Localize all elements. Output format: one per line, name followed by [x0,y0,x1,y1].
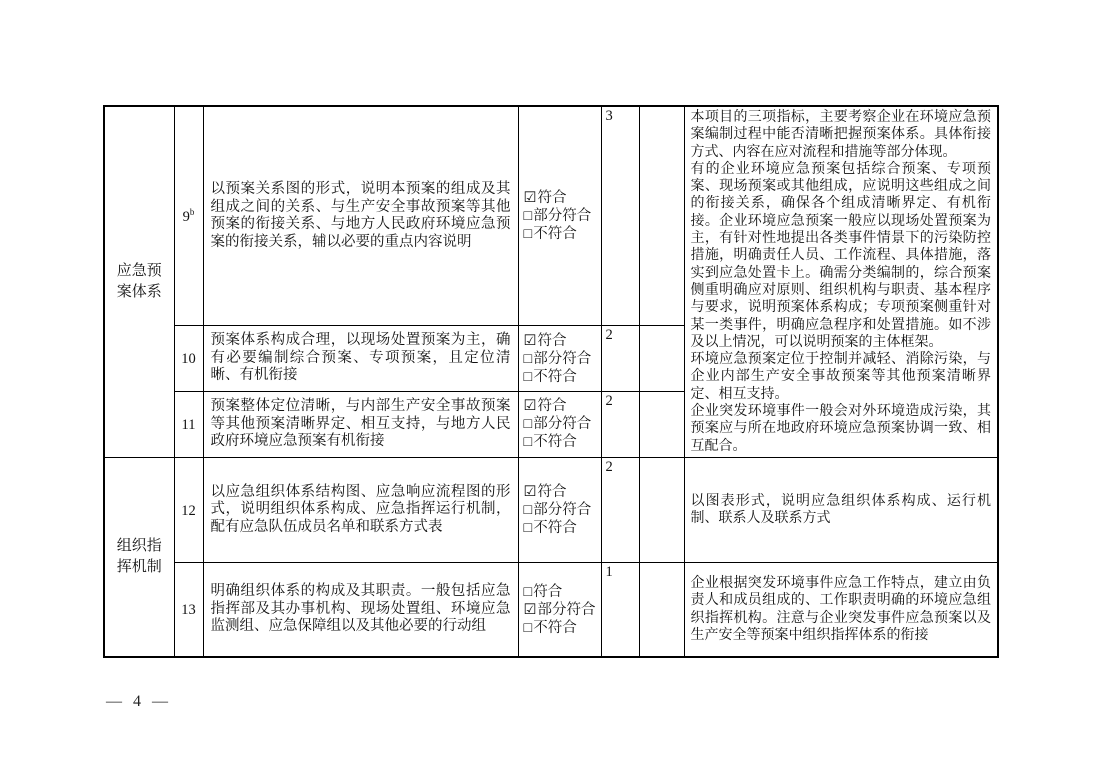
checkbox-unchecked-icon: □ [523,519,533,536]
row-number-cell [174,562,203,657]
checkbox-option [524,397,600,415]
checkbox-option [524,225,600,243]
checkbox-unchecked-icon: □ [523,501,533,518]
checkbox-checked-icon: ☑ [523,483,537,500]
criterion-description-cell [203,392,518,458]
checkbox-unchecked-icon: □ [523,226,533,243]
checkbox-option [524,368,600,386]
evaluation-table [103,105,999,658]
row-number: 10 [181,351,196,367]
compliance-options-cell [518,562,601,657]
category-cell-emergency-plan-system [104,106,174,457]
row-number: 9 [182,208,190,225]
score-value: 3 [605,108,613,124]
explanation-paragraph: 企业突发环境事件一般会对外环境造成污染，其预案应与所在地政府环境应急预案协调一致、相互配合。 [690,404,991,454]
row-number-cell [174,326,203,392]
checkbox-label: 不符合 [533,519,577,536]
checkbox-unchecked-icon: □ [523,350,533,367]
checkbox-unchecked-icon: □ [523,416,533,433]
checkbox-label: 符合 [533,583,563,600]
checkbox-label: 符合 [537,483,567,500]
checkbox-unchecked-icon: □ [523,619,533,636]
table-row [104,106,998,326]
checkbox-option [524,189,600,207]
empty-cell [639,457,684,562]
checkbox-checked-icon: ☑ [523,398,537,415]
row-number: 12 [181,502,196,519]
checkbox-checked-icon: ☑ [523,332,537,349]
category-cell-organization-command [104,457,174,657]
checkbox-label: 符合 [537,398,567,415]
checkbox-label: 不符合 [533,368,577,385]
checkbox-label: 部分符合 [533,208,592,225]
checkbox-label: 部分符合 [537,601,596,618]
score-value: 2 [605,327,613,344]
table-row [104,562,998,657]
score-value: 2 [605,393,613,410]
row-number-superscript: b [189,206,195,217]
table-row [104,457,998,562]
criterion-description: 明确组织体系的构成及其职责。一般包括应急指挥部及其办事机构、现场处置组、环境应急监测组、应急保障组以及其他必要的行动组 [210,583,511,635]
checkbox-option [524,483,600,501]
checkbox-option [524,207,600,225]
checkbox-label: 不符合 [533,434,577,451]
explanation-paragraph: 本项目的三项指标，主要考察企业在环境应急预案编制过程中能否清晰把握预案体系。具体衔接方式、内容在应对流程和措施等部分体现。 [690,110,991,160]
explanation-paragraph: 以图表形式，说明应急组织体系构成、运行机制、联系人及联系方式 [690,493,991,526]
score-value: 2 [605,458,613,475]
compliance-options-cell [518,457,601,562]
score-cell [601,106,639,326]
checkbox-option [524,519,600,537]
compliance-options-cell [518,326,601,392]
empty-cell [639,392,684,458]
explanation-paragraph: 企业根据突发环境事件应急工作特点，建立由负责人和成员组成的、工作职责明确的环境应急组织指挥机构。注意与企业突发事件应急预案以及生产安全等预案中组织指挥体系的衔接 [690,576,991,643]
checkbox-label: 符合 [537,190,567,207]
explanation-cell [684,106,998,457]
empty-cell [639,106,684,326]
criterion-description-cell [203,457,518,562]
checkbox-checked-icon: ☑ [523,601,537,618]
criterion-description-cell [203,562,518,657]
compliance-options-cell [518,392,601,458]
score-cell [601,392,639,458]
empty-cell [639,326,684,392]
score-value: 1 [605,563,613,580]
checkbox-unchecked-icon: □ [523,434,533,451]
row-number: 11 [181,416,196,433]
score-cell [601,562,639,657]
criterion-description: 以应急组织体系结构图、应急响应流程图的形式，说明组织体系构成、应急指挥运行机制，配有应急队伍成员名单和联系方式表 [210,483,511,535]
category-label: 组织指挥机制 [116,538,162,576]
explanation-cell [684,562,998,657]
criterion-description: 预案体系构成合理，以现场处置预案为主，确有必要编制综合预案、专项预案，且定位清晰、有机衔接 [210,332,511,384]
criterion-description-cell [203,326,518,392]
checkbox-label: 符合 [537,332,567,349]
page-number: — 4 — [106,693,168,710]
category-label: 应急预案体系 [116,262,162,300]
checkbox-label: 不符合 [533,619,577,636]
checkbox-option [524,332,600,350]
document-page-body [103,105,999,658]
criterion-description-cell [203,106,518,326]
checkbox-unchecked-icon: □ [523,208,533,225]
score-cell [601,326,639,392]
explanation-paragraph: 环境应急预案定位于控制并减轻、消除污染，与企业内部生产安全事故预案等其他预案清晰界定、相互支持。 [690,352,991,402]
checkbox-label: 不符合 [533,226,577,243]
checkbox-option [524,433,600,451]
checkbox-option [524,619,600,637]
criterion-description: 预案整体定位清晰，与内部生产安全事故预案等其他预案清晰界定、相互支持，与地方人民政府环境应急预案有机衔接 [210,398,511,450]
checkbox-option [524,415,600,433]
row-number-cell [174,457,203,562]
checkbox-option [524,501,600,519]
explanation-cell [684,457,998,562]
checkbox-checked-icon: ☑ [523,190,537,207]
checkbox-unchecked-icon: □ [523,368,533,385]
row-number-cell [174,392,203,458]
explanation-paragraph: 有的企业环境应急预案包括综合预案、专项预案、现场预案或其他组成，应说明这些组成之间的衔接关系，确保各个组成清晰界定、有机衔接。企业环境应急预案一般应以现场处置预案为主，有针对性地提出各类事件情景下的污染防控措施，明确责任人员、工作流程、具体措施，落实到应急处置卡上。确需分类编制的，综合预案侧重明确应对原则、组织机构与职责、基本程序与要求，说明预案体系构成；专项预案侧重针对某一类事件，明确应急程序和处置措施。如不涉及以上情况，可以说明预案的主体框架。 [690,161,991,350]
row-number-cell [174,106,203,326]
checkbox-label: 部分符合 [533,501,592,518]
checkbox-label: 部分符合 [533,416,592,433]
compliance-options-cell [518,106,601,326]
score-cell [601,457,639,562]
row-number: 13 [181,602,196,619]
checkbox-unchecked-icon: □ [523,583,533,600]
checkbox-option [524,601,600,619]
checkbox-label: 部分符合 [533,350,592,367]
criterion-description: 以预案关系图的形式，说明本预案的组成及其组成之间的关系、与生产安全事故预案等其他预案的衔接关系、与地方人民政府环境应急预案的衔接关系，辅以必要的重点内容说明 [210,181,511,250]
checkbox-option [524,350,600,368]
checkbox-option [524,583,600,601]
empty-cell [639,562,684,657]
